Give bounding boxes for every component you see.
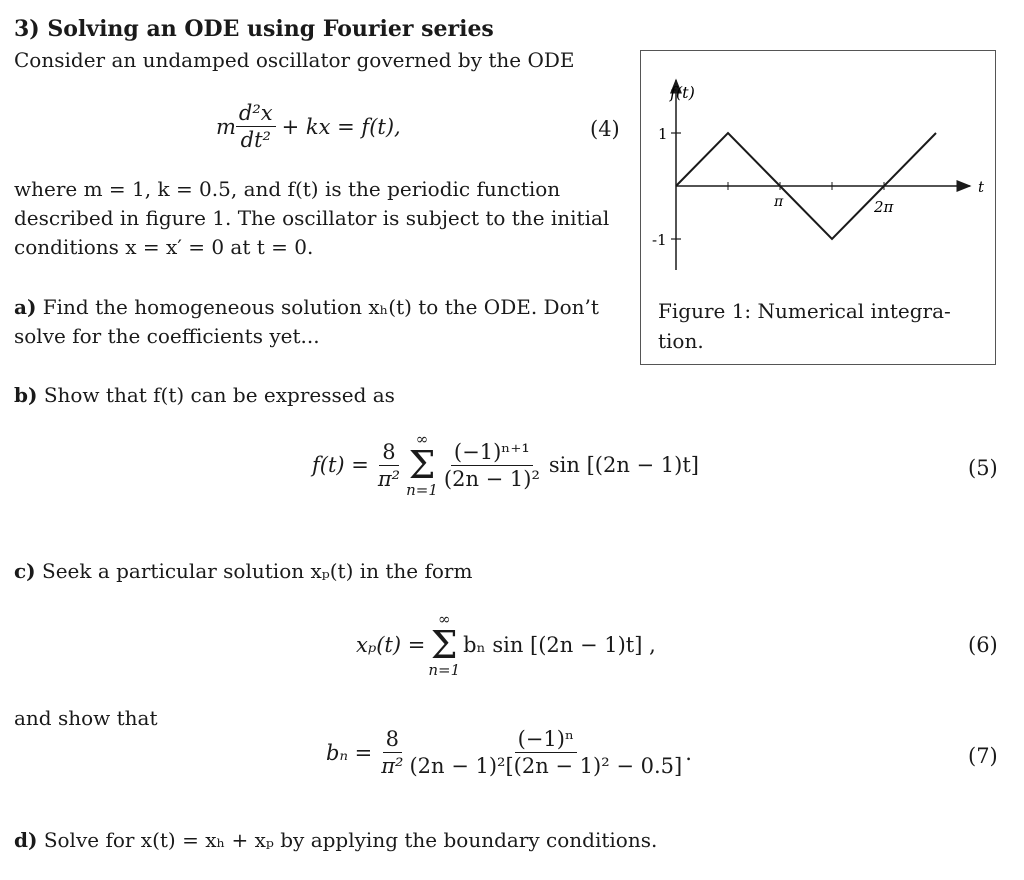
- equation-4: [216, 100, 401, 153]
- equation-6: [356, 612, 656, 678]
- eq7-number: (7): [968, 744, 998, 768]
- eq7-coef-num: 8: [383, 726, 402, 753]
- paragraph-line-1: where m = 1, k = 0.5, and f(t) is the periodic function: [14, 177, 561, 201]
- eq5-term-num: (−1)ⁿ⁺¹: [451, 439, 533, 466]
- eq4-rest: + kx = f(t),: [281, 114, 401, 139]
- xtick-pi-label: π: [774, 194, 784, 210]
- eq6-sum-top: ∞: [437, 610, 451, 628]
- part-a: [14, 293, 634, 351]
- ytick-top-label: 1: [658, 125, 668, 143]
- part-a-line-1: Find the homogeneous solution xₕ(t) to the ODE. Don’t: [42, 295, 599, 319]
- eq5-term: [441, 439, 543, 492]
- eq7-term: [406, 726, 685, 779]
- x-axis-label: t: [978, 178, 985, 196]
- eq4-fraction: [236, 100, 276, 153]
- section-title: 3) Solving an ODE using Fourier series: [14, 16, 494, 42]
- eq6-sum: [428, 612, 460, 678]
- caption-line-1: Figure 1: Numerical integra-: [658, 299, 951, 323]
- figure-caption: [658, 296, 988, 356]
- part-b-text: Show that f(t) can be expressed as: [43, 383, 395, 407]
- and-show-text: and show that: [14, 706, 158, 730]
- part-c: [14, 557, 472, 586]
- eq5-sum-top: ∞: [415, 430, 429, 448]
- eq7-term-num: (−1)ⁿ: [515, 726, 577, 753]
- sigma-symbol: Σ: [430, 623, 458, 667]
- eq6-sum-bottom: n=1: [428, 661, 461, 679]
- equation-5: [312, 432, 699, 498]
- part-d-label: d): [14, 828, 38, 852]
- eq6-tail: bₙ sin [(2n − 1)t] ,: [463, 633, 656, 657]
- paragraph-line-2: described in figure 1. The oscillator is subject to the initial: [14, 206, 610, 230]
- part-a-label: a): [14, 295, 37, 319]
- eq5-coef-num: 8: [379, 439, 398, 466]
- eq6-lhs: xₚ(t) =: [356, 633, 426, 657]
- xtick-2pi-label: 2π: [874, 198, 894, 216]
- eq6-number: (6): [968, 633, 998, 657]
- eq4-number: (4): [590, 117, 620, 141]
- eq5-term-den: (2n − 1)²: [443, 466, 540, 491]
- part-d: [14, 826, 657, 855]
- eq5-coef: [375, 439, 403, 492]
- y-axis-label: f(t): [670, 83, 695, 102]
- part-c-text: Seek a particular solution xₚ(t) in the form: [42, 559, 473, 583]
- eq4-denominator: dt²: [240, 128, 271, 152]
- eq5-tail: sin [(2n − 1)t]: [548, 453, 699, 477]
- intro-text: Consider an undamped oscillator governed by the ODE: [14, 48, 575, 72]
- part-d-text: Solve for x(t) = xₕ + xₚ by applying the boundary conditions.: [43, 828, 658, 852]
- eq5-coef-den: π²: [377, 466, 401, 491]
- caption-line-2: tion.: [658, 329, 704, 353]
- paragraph-line-3: conditions x = x′ = 0 at t = 0.: [14, 235, 314, 259]
- eq4-numerator: d²x: [236, 100, 276, 127]
- eq7-coef-den: π²: [381, 754, 404, 778]
- part-b-label: b): [14, 383, 38, 407]
- eq7-term-den: (2n − 1)²[(2n − 1)² − 0.5]: [409, 754, 683, 778]
- part-c-label: c): [14, 559, 36, 583]
- eq5-sum: [406, 432, 438, 498]
- sigma-symbol: Σ: [408, 443, 436, 487]
- equation-7: [326, 726, 692, 779]
- eq7-tail: .: [685, 740, 692, 765]
- part-a-line-2: solve for the coefficients yet...: [14, 324, 320, 348]
- eq4-m: m: [216, 114, 236, 139]
- part-b: [14, 381, 395, 410]
- eq5-number: (5): [968, 456, 998, 480]
- paragraph-conditions: [14, 175, 634, 262]
- eq5-lhs: f(t) =: [312, 453, 369, 477]
- eq7-lhs: bₙ =: [326, 740, 373, 765]
- figure-plot: [640, 50, 996, 310]
- eq5-sum-bottom: n=1: [406, 481, 438, 499]
- ytick-bottom-label: -1: [652, 231, 667, 249]
- eq7-coef: [378, 726, 406, 779]
